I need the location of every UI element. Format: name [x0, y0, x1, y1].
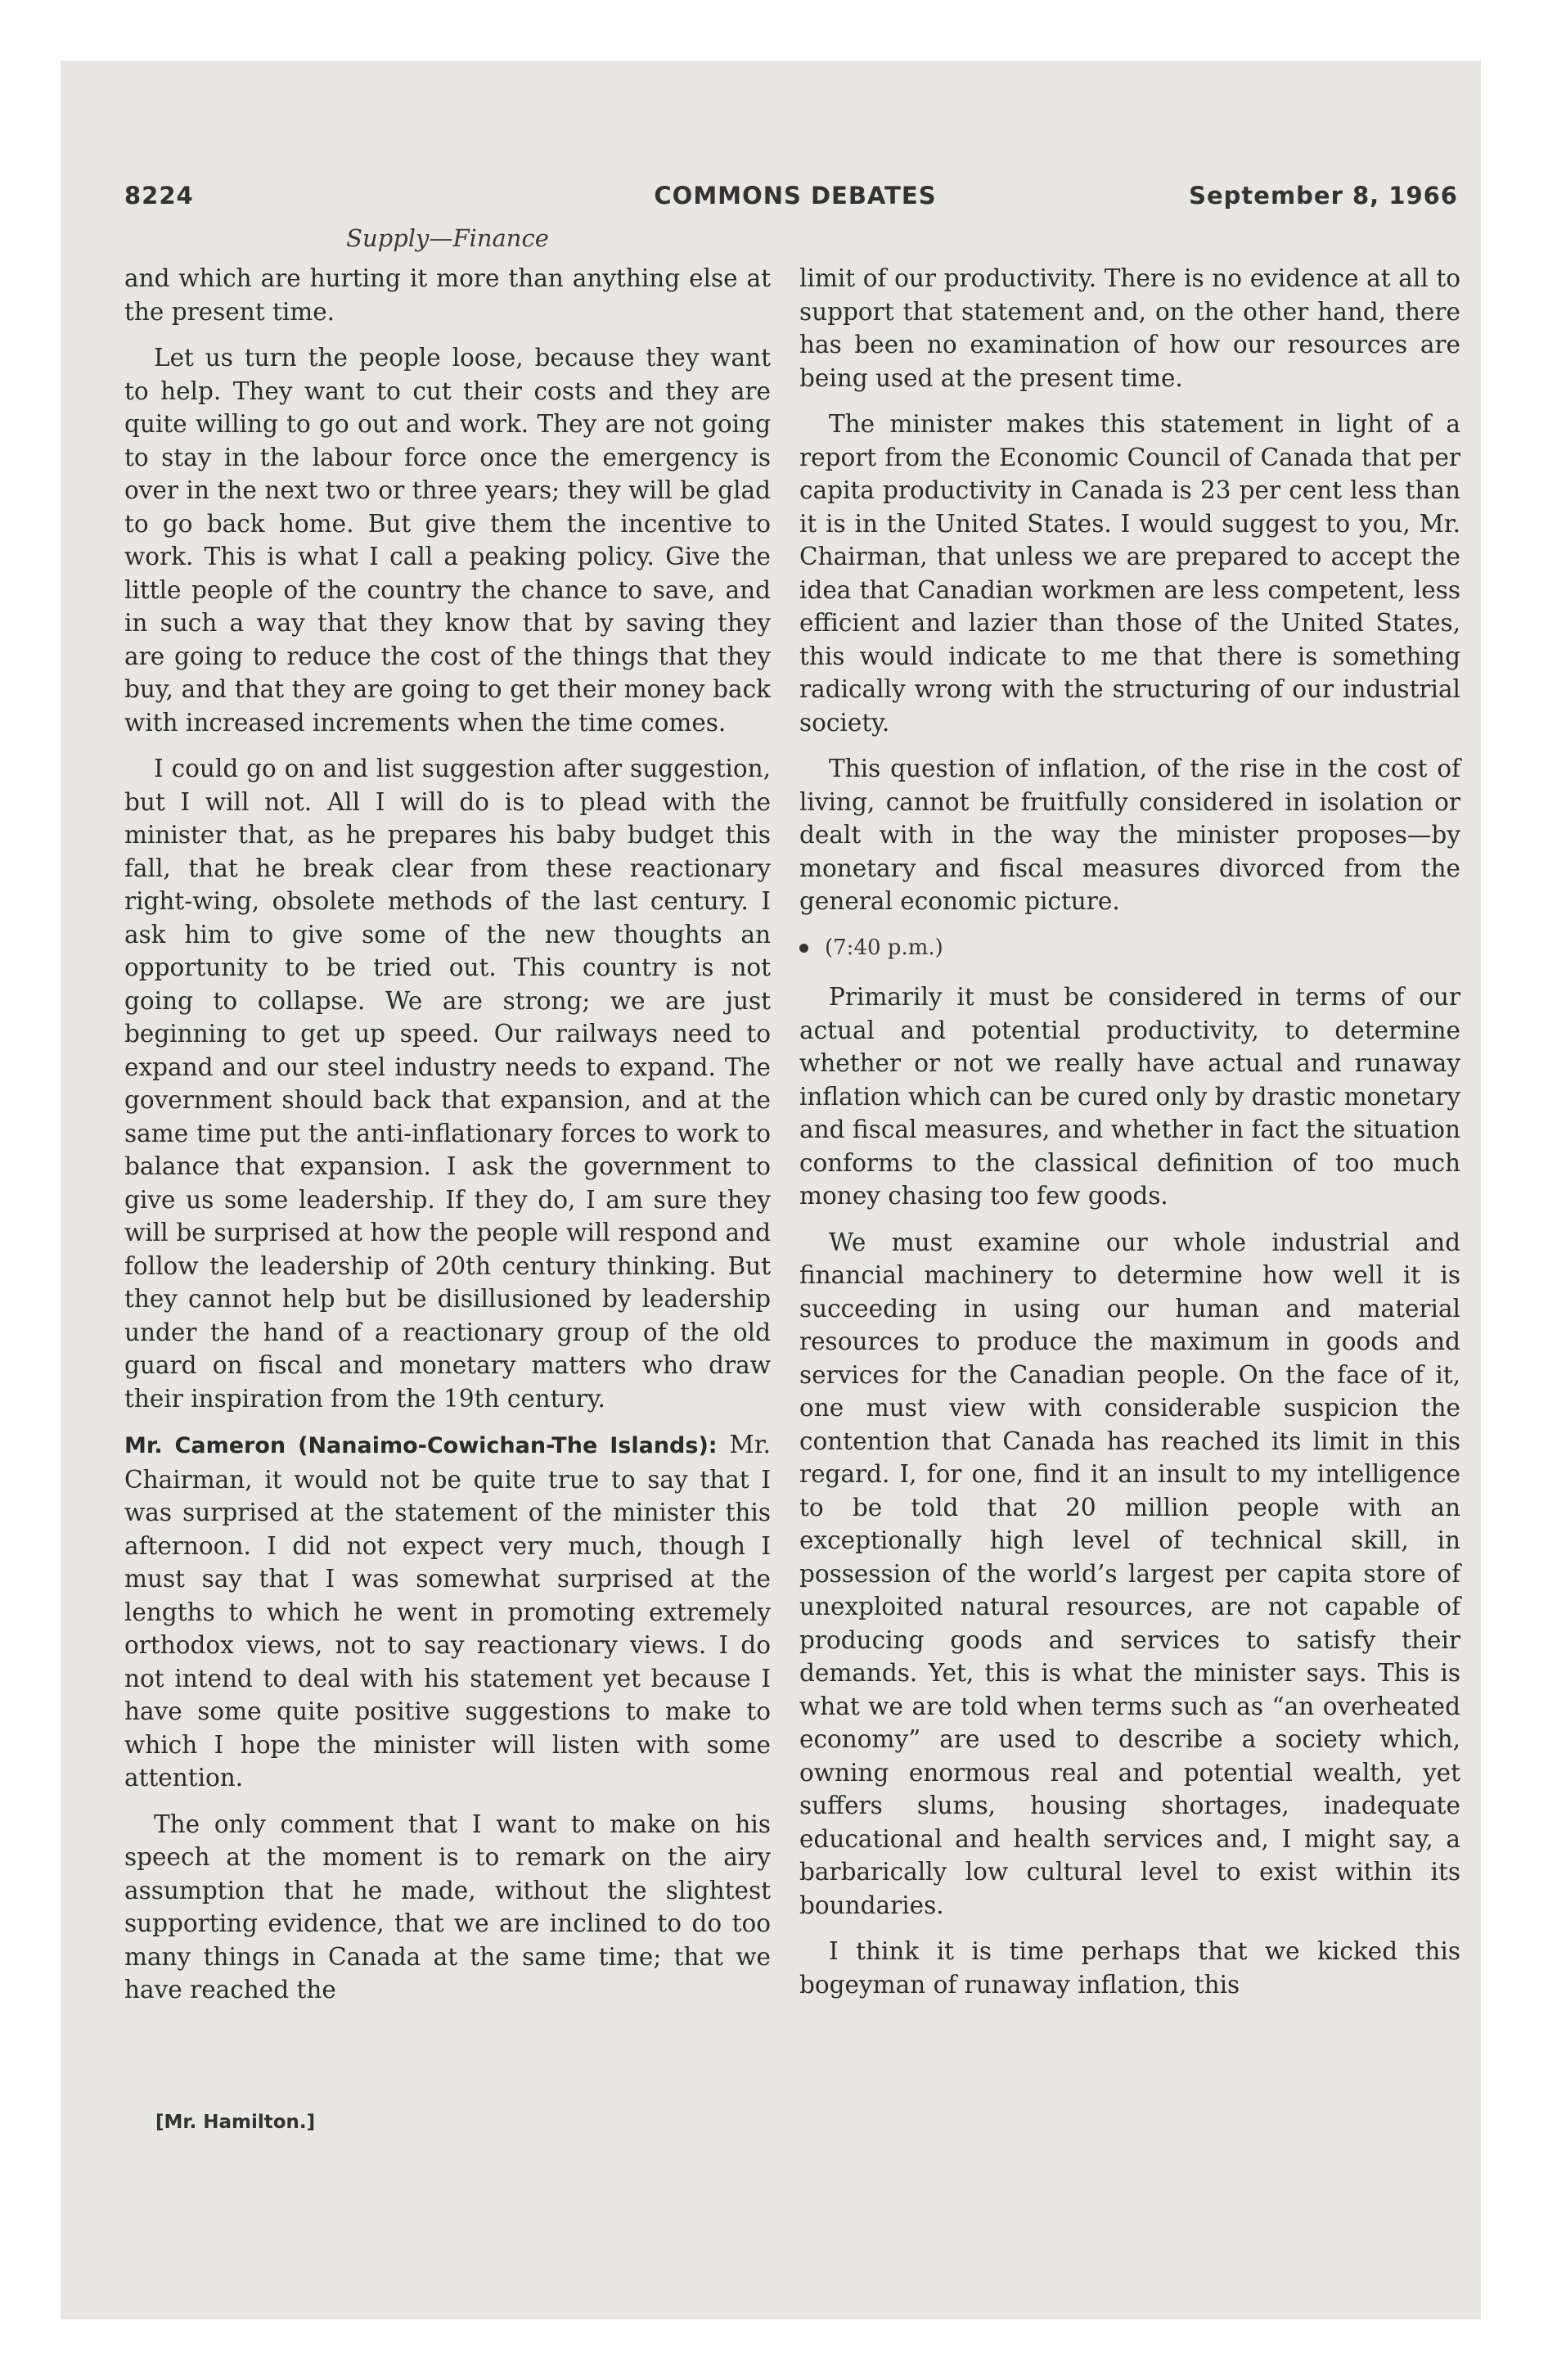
- speech-text: Mr. Chairman, it would not be quite true to say that I was surprised at the statement of the minister this afternoon. I did not expect very much, though I must say that I was somewhat surprised at the lengths to which he went in promoting extremely orthodox views, not to say reactionary views. I do not intend to deal with his statement yet because I have some quite positive suggestions to make to which I hope the minister will listen with some attention.: [124, 1431, 771, 1792]
- paragraph: limit of our productivity. There is no evidence at all to support that statement and, on the other hand, there has been no examination of how our resources are being used at the present time.: [799, 264, 1460, 392]
- speech-paragraph: [124, 1428, 771, 1795]
- speaker-name: Mr. Cameron (Nanaimo-Cowichan-The Islands):: [124, 1433, 718, 1458]
- paragraph: We must examine our whole industrial and financial machinery to determine how well it is succeeding in using our human and material resources to produce the maximum in goods and services for the Canadian people. On the face of it, one must view with considerable suspicion the contention that Canada has reached its limit in this regard. I, for one, find it an insult to my intelligence to be told that 20 million people with an exceptionally high level of technical skill, in possession of the world’s largest per capita store of unexploited natural resources, are not capable of producing goods and services to satisfy their demands. Yet, this is what the minister says. This is what we are told when terms such as “an overheated economy” are used to describe a society which, owning enormous real and potential wealth, yet suffers slums, housing shortages, inadequate educational and health services and, I might say, a barbarically low cultural level to exist within its boundaries.: [799, 1228, 1460, 1919]
- page-number: 8224: [124, 182, 194, 210]
- paragraph: I could go on and list suggestion after suggestion, but I will not. All I will do is to plead with the minister that, as he prepares his baby budget this fall, that he break clear from these reactionary right-wing, obsolete methods of the last century. I ask him to give some of the new thoughts an opportunity to be tried out. This country is not going to collapse. We are strong; we are just beginning to get up speed. Our railways need to expand and our steel industry needs to expand. The government should back that expansion, and at the same time put the anti-inflationary forces to work to balance that expansion. I ask the government to give us some leadership. If they do, I am sure they will be surprised at how the people will respond and follow the leadership of 20th century thinking. But they cannot help but be disillusioned by leadership under the hand of a reactionary group of the old guard on fiscal and monetary matters who draw their inspiration from the 19th century.: [124, 755, 771, 1413]
- paragraph: This question of inflation, of the rise in the cost of living, cannot be fruitfully considered in isolation or dealt with in the way the minister proposes—by monetary and fiscal measures divorced from the general economic picture.: [799, 755, 1460, 915]
- paragraph: and which are hurting it more than anything else at the present time.: [124, 264, 771, 326]
- publication-title: COMMONS DEBATES: [654, 182, 937, 210]
- page-date: September 8, 1966: [1189, 182, 1458, 210]
- paragraph: Primarily it must be considered in terms of our actual and potential productivity, to determine whether or not we really have actual and runaway inflation which can be cured only by drastic monetary and fiscal measures, and whether in fact the situation conforms to the classical definition of too much money chasing too few goods.: [799, 983, 1460, 1210]
- section-subheader: Supply—Finance: [346, 224, 549, 252]
- speaker-footer: [Mr. Hamilton.]: [155, 2112, 316, 2133]
- paragraph: I think it is time perhaps that we kicked this bogeyman of runaway inflation, this: [799, 1937, 1460, 1999]
- timestamp: (7:40 p.m.): [825, 935, 943, 960]
- paragraph: The only comment that I want to make on his speech at the moment is to remark on the airy assumption that he made, without the slightest supporting evidence, that we are inclined to do too many things in Canada at the same time; that we have reached the: [124, 1810, 771, 2004]
- left-column: [124, 262, 771, 2020]
- right-column: [799, 262, 1460, 2014]
- page-header: [124, 182, 1458, 214]
- paragraph: The minister makes this statement in light of a report from the Economic Council of Canada that per capita productivity in Canada is 23 per cent less than it is in the United States. I would suggest to you, Mr. Chairman, that unless we are prepared to accept the idea that Canadian workmen are less competent, less efficient and lazier than those of the United States, this would indicate to me that there is something radically wrong with the structuring of our industrial society.: [799, 410, 1460, 737]
- paragraph: Let us turn the people loose, because they want to help. They want to cut their costs and they are quite willing to go out and work. They are not going to stay in the labour force once the emergency is over in the next two or three years; they will be glad to go back home. But give them the incentive to work. This is what I call a peaking policy. Give the little people of the country the chance to save, and in such a way that they know that by saving they are going to reduce the cost of the things that they buy, and that they are going to get their money back with increased increments when the time comes.: [124, 344, 771, 737]
- bullet-icon: [799, 944, 808, 953]
- time-marker: [799, 931, 1460, 965]
- hansard-page: [124, 182, 1460, 2244]
